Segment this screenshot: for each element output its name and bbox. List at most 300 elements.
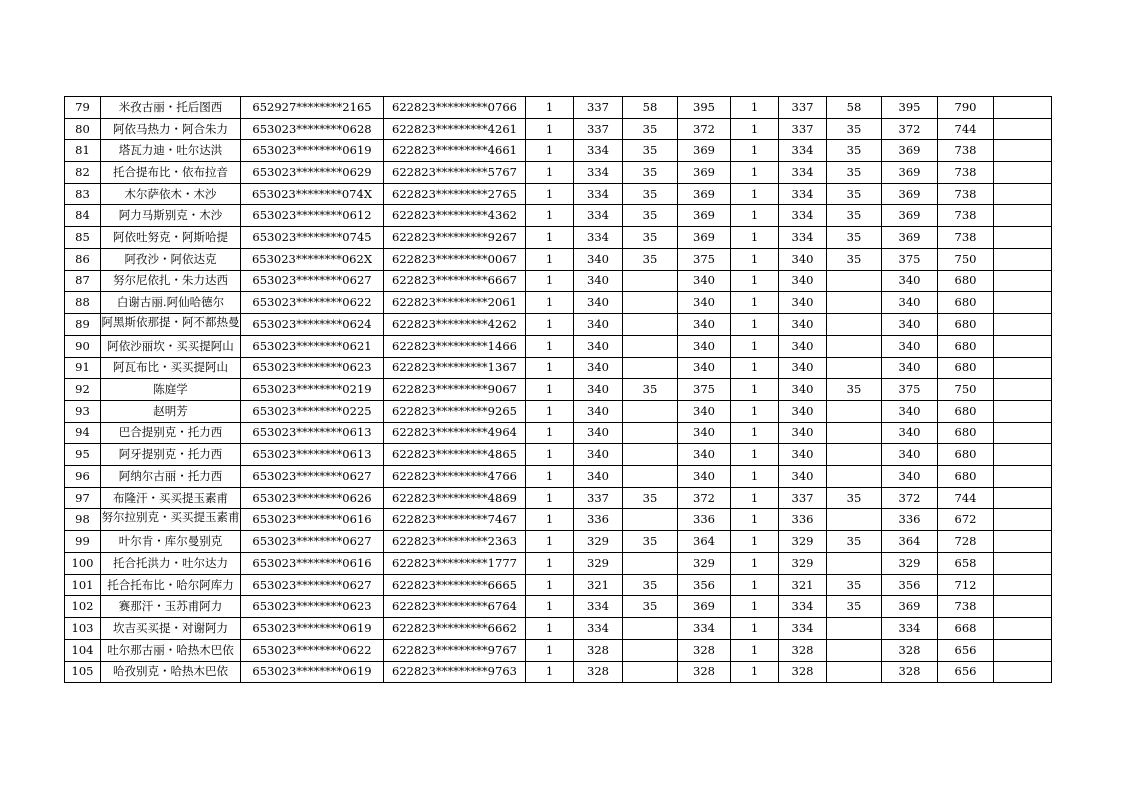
extra-amount-cell: 35: [623, 205, 678, 227]
bank-card-cell: 622823*********6665: [384, 574, 526, 596]
remark-cell: [994, 140, 1052, 162]
id-number-cell: 653023********062X: [241, 248, 384, 270]
name-cell: 托合提布比・依布拉音: [101, 162, 241, 184]
subtotal-cell: 395: [882, 97, 938, 119]
count-cell: 1: [731, 466, 779, 488]
amount-cell: 340: [779, 379, 827, 401]
subtotal-cell: 369: [882, 162, 938, 184]
remark-cell: [994, 313, 1052, 335]
name-cell: 叶尔肯・库尔曼别克: [101, 531, 241, 553]
total-cell: 738: [938, 140, 994, 162]
count-cell: 1: [526, 574, 574, 596]
subtotal-cell: 369: [678, 140, 731, 162]
extra-amount-cell: [623, 292, 678, 314]
name-cell: 努尔尼依扎・朱力达西: [101, 270, 241, 292]
count-cell: 1: [526, 313, 574, 335]
row-number-cell: 79: [65, 97, 101, 119]
row-number-cell: 86: [65, 248, 101, 270]
subtotal-cell: 340: [678, 466, 731, 488]
total-cell: 744: [938, 487, 994, 509]
amount-cell: 337: [779, 97, 827, 119]
subtotal-cell: 340: [678, 335, 731, 357]
extra-amount-cell: [827, 400, 882, 422]
count-cell: 1: [731, 531, 779, 553]
extra-amount-cell: [827, 444, 882, 466]
bank-card-cell: 622823*********4362: [384, 205, 526, 227]
row-number-cell: 80: [65, 118, 101, 140]
extra-amount-cell: [827, 335, 882, 357]
table-row: [65, 422, 1052, 444]
row-number-cell: 91: [65, 357, 101, 379]
count-cell: 1: [526, 596, 574, 618]
table-row: [65, 400, 1052, 422]
table-row: [65, 509, 1052, 531]
name-cell: 坎吉买买提・对谢阿力: [101, 618, 241, 640]
subtotal-cell: 340: [882, 400, 938, 422]
id-number-cell: 653023********0623: [241, 596, 384, 618]
table-row: [65, 162, 1052, 184]
id-number-cell: 653023********0619: [241, 140, 384, 162]
count-cell: 1: [731, 379, 779, 401]
bank-card-cell: 622823*********4865: [384, 444, 526, 466]
count-cell: 1: [526, 531, 574, 553]
extra-amount-cell: 35: [623, 574, 678, 596]
row-number-cell: 100: [65, 553, 101, 575]
amount-cell: 340: [574, 270, 623, 292]
subtotal-cell: 369: [678, 227, 731, 249]
extra-amount-cell: [827, 661, 882, 683]
amount-cell: 337: [574, 487, 623, 509]
table-row: [65, 292, 1052, 314]
remark-cell: [994, 639, 1052, 661]
amount-cell: 340: [574, 466, 623, 488]
subtotal-cell: 369: [882, 227, 938, 249]
count-cell: 1: [731, 444, 779, 466]
remark-cell: [994, 487, 1052, 509]
remark-cell: [994, 227, 1052, 249]
count-cell: 1: [526, 553, 574, 575]
total-cell: 744: [938, 118, 994, 140]
id-number-cell: 653023********0619: [241, 661, 384, 683]
amount-cell: 340: [574, 379, 623, 401]
table-body: [65, 97, 1052, 683]
bank-card-cell: 622823*********4766: [384, 466, 526, 488]
extra-amount-cell: 35: [623, 487, 678, 509]
subtotal-cell: 340: [678, 313, 731, 335]
subtotal-cell: 340: [678, 422, 731, 444]
amount-cell: 340: [574, 357, 623, 379]
row-number-cell: 97: [65, 487, 101, 509]
count-cell: 1: [731, 162, 779, 184]
remark-cell: [994, 162, 1052, 184]
name-cell: 阿瓦布比・买买提阿山: [101, 357, 241, 379]
count-cell: 1: [731, 335, 779, 357]
row-number-cell: 87: [65, 270, 101, 292]
table-row: [65, 574, 1052, 596]
row-number-cell: 90: [65, 335, 101, 357]
count-cell: 1: [731, 118, 779, 140]
subtotal-cell: 369: [882, 183, 938, 205]
name-cell: 托合托布比・哈尔阿库力: [101, 574, 241, 596]
name-cell: 白谢古丽.阿仙哈德尔: [101, 292, 241, 314]
extra-amount-cell: [827, 509, 882, 531]
id-number-cell: 653023********0622: [241, 292, 384, 314]
subtotal-cell: 369: [678, 162, 731, 184]
table-row: [65, 379, 1052, 401]
extra-amount-cell: [623, 313, 678, 335]
table-row: [65, 444, 1052, 466]
extra-amount-cell: [623, 422, 678, 444]
row-number-cell: 82: [65, 162, 101, 184]
row-number-cell: 101: [65, 574, 101, 596]
bank-card-cell: 622823*********0067: [384, 248, 526, 270]
amount-cell: 340: [574, 422, 623, 444]
name-cell: 阿力马斯别克・木沙: [101, 205, 241, 227]
count-cell: 1: [731, 205, 779, 227]
row-number-cell: 98: [65, 509, 101, 531]
name-cell: 阿依吐努克・阿斯哈提: [101, 227, 241, 249]
bank-card-cell: 622823*********7467: [384, 509, 526, 531]
count-cell: 1: [526, 162, 574, 184]
name-cell: [101, 313, 241, 335]
bank-card-cell: 622823*********1777: [384, 553, 526, 575]
subtotal-cell: 340: [882, 444, 938, 466]
name-cell: 赛那汗・玉苏甫阿力: [101, 596, 241, 618]
row-number-cell: 96: [65, 466, 101, 488]
extra-amount-cell: [623, 639, 678, 661]
extra-amount-cell: 35: [623, 140, 678, 162]
extra-amount-cell: 35: [623, 227, 678, 249]
count-cell: 1: [731, 618, 779, 640]
subtotal-cell: 340: [678, 357, 731, 379]
extra-amount-cell: [827, 618, 882, 640]
count-cell: 1: [731, 661, 779, 683]
count-cell: 1: [731, 574, 779, 596]
name-text: 阿黑斯依那提・阿不都热曼: [101, 315, 240, 329]
id-number-cell: 653023********0627: [241, 466, 384, 488]
subtotal-cell: 340: [678, 400, 731, 422]
bank-card-cell: 622823*********5767: [384, 162, 526, 184]
amount-cell: 340: [574, 313, 623, 335]
extra-amount-cell: [623, 270, 678, 292]
extra-amount-cell: 35: [827, 531, 882, 553]
name-cell: 塔瓦力迪・吐尔达洪: [101, 140, 241, 162]
count-cell: 1: [731, 357, 779, 379]
count-cell: 1: [526, 466, 574, 488]
total-cell: 712: [938, 574, 994, 596]
count-cell: 1: [526, 379, 574, 401]
count-cell: 1: [731, 400, 779, 422]
amount-cell: 334: [779, 140, 827, 162]
total-cell: 680: [938, 313, 994, 335]
extra-amount-cell: 35: [827, 162, 882, 184]
id-number-cell: 653023********0613: [241, 444, 384, 466]
count-cell: 1: [526, 227, 574, 249]
id-number-cell: 652927********2165: [241, 97, 384, 119]
total-cell: 680: [938, 357, 994, 379]
extra-amount-cell: [827, 292, 882, 314]
amount-cell: 340: [779, 313, 827, 335]
id-number-cell: 653023********0219: [241, 379, 384, 401]
count-cell: 1: [526, 639, 574, 661]
table-row: [65, 618, 1052, 640]
subtotal-cell: 372: [678, 487, 731, 509]
amount-cell: 329: [779, 553, 827, 575]
id-number-cell: 653023********0623: [241, 357, 384, 379]
amount-cell: 340: [779, 270, 827, 292]
row-number-cell: 85: [65, 227, 101, 249]
extra-amount-cell: 35: [827, 574, 882, 596]
subtotal-cell: 334: [882, 618, 938, 640]
amount-cell: 334: [574, 227, 623, 249]
count-cell: 1: [731, 639, 779, 661]
extra-amount-cell: 35: [623, 118, 678, 140]
id-number-cell: 653023********0627: [241, 270, 384, 292]
subtotal-cell: 375: [678, 248, 731, 270]
total-cell: 680: [938, 292, 994, 314]
name-text: 努尔拉别克・买买提玉素甫: [101, 511, 240, 525]
name-cell: 布隆汗・买买提玉素甫: [101, 487, 241, 509]
amount-cell: 336: [574, 509, 623, 531]
table-row: [65, 183, 1052, 205]
count-cell: 1: [731, 509, 779, 531]
subtotal-cell: 372: [678, 118, 731, 140]
table-row: [65, 140, 1052, 162]
count-cell: 1: [731, 248, 779, 270]
row-number-cell: 83: [65, 183, 101, 205]
table-row: [65, 661, 1052, 683]
extra-amount-cell: [623, 661, 678, 683]
count-cell: 1: [526, 335, 574, 357]
total-cell: 790: [938, 97, 994, 119]
amount-cell: 340: [779, 422, 827, 444]
extra-amount-cell: [623, 357, 678, 379]
extra-amount-cell: 35: [623, 248, 678, 270]
amount-cell: 334: [574, 596, 623, 618]
subtotal-cell: 328: [882, 639, 938, 661]
remark-cell: [994, 444, 1052, 466]
remark-cell: [994, 270, 1052, 292]
subtotal-cell: 328: [678, 639, 731, 661]
count-cell: 1: [526, 487, 574, 509]
row-number-cell: 81: [65, 140, 101, 162]
id-number-cell: 653023********0616: [241, 553, 384, 575]
id-number-cell: 653023********0745: [241, 227, 384, 249]
amount-cell: 340: [574, 292, 623, 314]
subtotal-cell: 328: [882, 661, 938, 683]
table-row: [65, 596, 1052, 618]
name-cell: 木尔萨依木・木沙: [101, 183, 241, 205]
row-number-cell: 94: [65, 422, 101, 444]
total-cell: 656: [938, 639, 994, 661]
count-cell: 1: [731, 487, 779, 509]
subtotal-cell: 334: [678, 618, 731, 640]
remark-cell: [994, 118, 1052, 140]
row-number-cell: 84: [65, 205, 101, 227]
total-cell: 680: [938, 466, 994, 488]
extra-amount-cell: 58: [827, 97, 882, 119]
total-cell: 738: [938, 596, 994, 618]
subtotal-cell: 329: [678, 553, 731, 575]
row-number-cell: 93: [65, 400, 101, 422]
subtotal-cell: 375: [882, 248, 938, 270]
name-cell: 阿依沙丽坎・买买提阿山: [101, 335, 241, 357]
row-number-cell: 92: [65, 379, 101, 401]
subtotal-cell: 369: [882, 596, 938, 618]
count-cell: 1: [731, 313, 779, 335]
subtotal-cell: 369: [678, 183, 731, 205]
total-cell: 738: [938, 227, 994, 249]
total-cell: 658: [938, 553, 994, 575]
amount-cell: 340: [779, 444, 827, 466]
name-cell: 巴合提别克・托力西: [101, 422, 241, 444]
subtotal-cell: 340: [882, 335, 938, 357]
row-number-cell: 88: [65, 292, 101, 314]
subtotal-cell: 340: [678, 444, 731, 466]
id-number-cell: 653023********0616: [241, 509, 384, 531]
count-cell: 1: [731, 227, 779, 249]
extra-amount-cell: [827, 466, 882, 488]
remark-cell: [994, 596, 1052, 618]
subtotal-cell: 369: [678, 205, 731, 227]
remark-cell: [994, 509, 1052, 531]
remark-cell: [994, 574, 1052, 596]
id-number-cell: 653023********0225: [241, 400, 384, 422]
subtotal-cell: 372: [882, 487, 938, 509]
subtotal-cell: 369: [882, 205, 938, 227]
remark-cell: [994, 379, 1052, 401]
remark-cell: [994, 97, 1052, 119]
extra-amount-cell: 35: [827, 205, 882, 227]
remark-cell: [994, 205, 1052, 227]
amount-cell: 334: [574, 618, 623, 640]
count-cell: 1: [526, 118, 574, 140]
total-cell: 668: [938, 618, 994, 640]
table-row: [65, 118, 1052, 140]
amount-cell: 334: [779, 162, 827, 184]
name-cell: 阿依马热力・阿合朱力: [101, 118, 241, 140]
amount-cell: 337: [779, 487, 827, 509]
extra-amount-cell: [623, 509, 678, 531]
amount-cell: 337: [574, 118, 623, 140]
total-cell: 680: [938, 422, 994, 444]
count-cell: 1: [731, 270, 779, 292]
count-cell: 1: [526, 357, 574, 379]
amount-cell: 328: [779, 661, 827, 683]
subtotal-cell: 340: [882, 313, 938, 335]
extra-amount-cell: 35: [623, 162, 678, 184]
subtotal-cell: 340: [678, 270, 731, 292]
subtotal-cell: 340: [678, 292, 731, 314]
extra-amount-cell: [827, 553, 882, 575]
bank-card-cell: 622823*********0766: [384, 97, 526, 119]
count-cell: 1: [731, 183, 779, 205]
subsidy-table: [64, 96, 1052, 683]
amount-cell: 328: [779, 639, 827, 661]
amount-cell: 340: [574, 444, 623, 466]
extra-amount-cell: [827, 313, 882, 335]
count-cell: 1: [526, 205, 574, 227]
total-cell: 738: [938, 205, 994, 227]
bank-card-cell: 622823*********1367: [384, 357, 526, 379]
amount-cell: 329: [779, 531, 827, 553]
id-number-cell: 653023********0613: [241, 422, 384, 444]
count-cell: 1: [526, 509, 574, 531]
count-cell: 1: [526, 270, 574, 292]
id-number-cell: 653023********0626: [241, 487, 384, 509]
subtotal-cell: 375: [882, 379, 938, 401]
count-cell: 1: [526, 661, 574, 683]
total-cell: 738: [938, 162, 994, 184]
bank-card-cell: 622823*********6667: [384, 270, 526, 292]
total-cell: 750: [938, 379, 994, 401]
subtotal-cell: 336: [678, 509, 731, 531]
amount-cell: 334: [574, 183, 623, 205]
amount-cell: 340: [574, 400, 623, 422]
amount-cell: 321: [779, 574, 827, 596]
amount-cell: 340: [779, 357, 827, 379]
extra-amount-cell: [623, 444, 678, 466]
bank-card-cell: 622823*********9067: [384, 379, 526, 401]
extra-amount-cell: 58: [623, 97, 678, 119]
subtotal-cell: 340: [882, 466, 938, 488]
amount-cell: 340: [779, 466, 827, 488]
extra-amount-cell: [623, 618, 678, 640]
amount-cell: 337: [574, 97, 623, 119]
subtotal-cell: 364: [678, 531, 731, 553]
id-number-cell: 653023********0621: [241, 335, 384, 357]
amount-cell: 340: [574, 335, 623, 357]
table-row: [65, 335, 1052, 357]
name-cell: 陈庭学: [101, 379, 241, 401]
amount-cell: 334: [574, 205, 623, 227]
table-row: [65, 466, 1052, 488]
count-cell: 1: [526, 444, 574, 466]
table-row: [65, 270, 1052, 292]
name-cell: [101, 509, 241, 531]
row-number-cell: 105: [65, 661, 101, 683]
amount-cell: 334: [574, 162, 623, 184]
id-number-cell: 653023********0628: [241, 118, 384, 140]
count-cell: 1: [526, 140, 574, 162]
extra-amount-cell: [623, 553, 678, 575]
total-cell: 656: [938, 661, 994, 683]
total-cell: 680: [938, 270, 994, 292]
total-cell: 680: [938, 400, 994, 422]
extra-amount-cell: 35: [827, 248, 882, 270]
extra-amount-cell: [623, 400, 678, 422]
extra-amount-cell: 35: [623, 531, 678, 553]
amount-cell: 334: [779, 205, 827, 227]
subtotal-cell: 369: [882, 140, 938, 162]
table-row: [65, 313, 1052, 335]
remark-cell: [994, 357, 1052, 379]
remark-cell: [994, 400, 1052, 422]
subtotal-cell: 375: [678, 379, 731, 401]
id-number-cell: 653023********0612: [241, 205, 384, 227]
table-row: [65, 248, 1052, 270]
remark-cell: [994, 553, 1052, 575]
subtotal-cell: 329: [882, 553, 938, 575]
name-cell: 阿纳尔古丽・托力西: [101, 466, 241, 488]
count-cell: 1: [731, 596, 779, 618]
count-cell: 1: [526, 183, 574, 205]
subtotal-cell: 340: [882, 422, 938, 444]
table-row: [65, 553, 1052, 575]
remark-cell: [994, 466, 1052, 488]
count-cell: 1: [526, 422, 574, 444]
count-cell: 1: [526, 618, 574, 640]
